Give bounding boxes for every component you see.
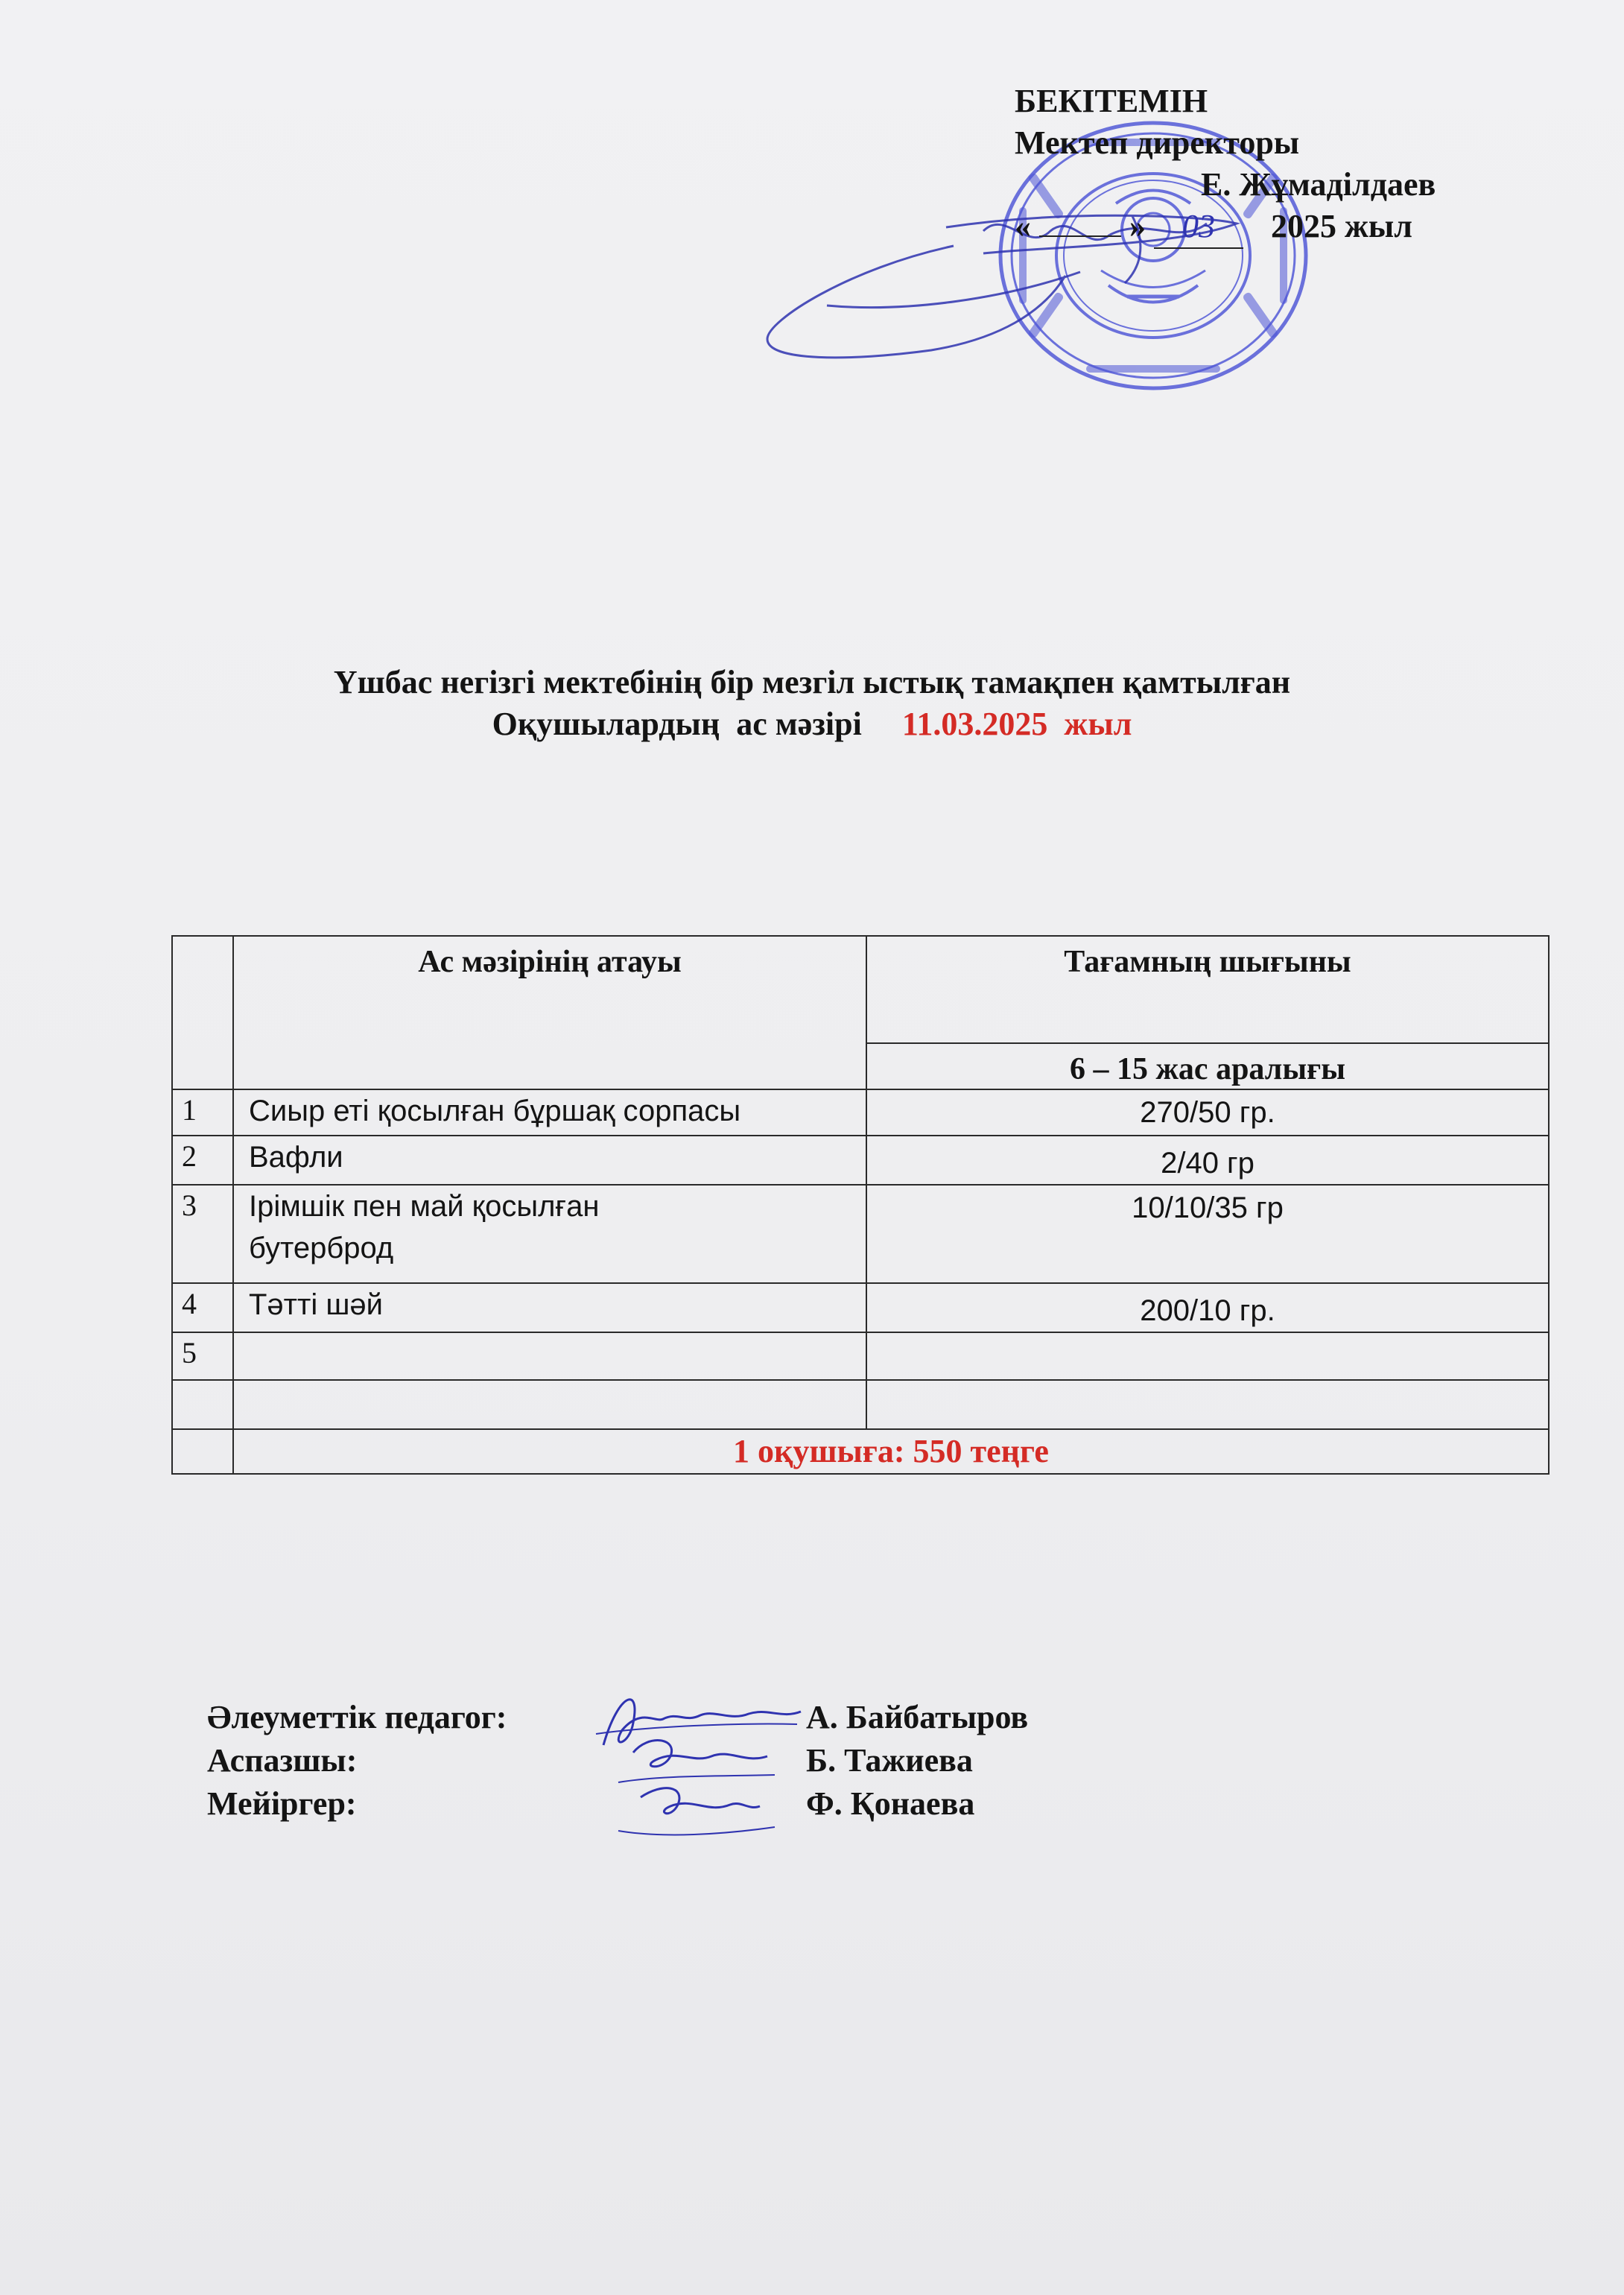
- title-subtitle: Оқушылардың ас мәзірі: [492, 706, 862, 742]
- nurse-signature: [589, 1767, 812, 1857]
- dish-portion: [866, 1380, 1549, 1429]
- signatory-name: Б. Тажиева: [806, 1742, 973, 1779]
- approval-heading: БЕКІТЕМІН: [1015, 83, 1208, 119]
- dish-portion: 200/10 гр.: [866, 1283, 1549, 1332]
- row-number: [172, 1380, 233, 1429]
- header-dish-name: Ас мәзірінің атауы: [233, 936, 866, 1089]
- price-row: [172, 1429, 1549, 1474]
- date-year: 2025 жыл: [1271, 208, 1412, 244]
- dish-name: Тәтті шәй: [233, 1283, 866, 1332]
- header-number-cell: [172, 936, 233, 1089]
- approval-position: Мектеп директоры: [1015, 124, 1300, 161]
- approval-date: [1015, 206, 1536, 249]
- title-line-2: [149, 703, 1475, 745]
- signatories-block: [207, 1696, 1250, 1826]
- table-row: [172, 1136, 1549, 1185]
- date-month: 03: [1154, 206, 1243, 249]
- date-open-quote: «: [1015, 208, 1031, 244]
- date-day: [1039, 235, 1121, 237]
- dish-name: [233, 1332, 866, 1380]
- dish-name: [233, 1380, 866, 1429]
- row-number: 4: [172, 1283, 233, 1332]
- date-close-quote: »: [1129, 208, 1146, 244]
- signatory-role: Мейіргер:: [207, 1785, 357, 1822]
- price-number-cell: [172, 1429, 233, 1474]
- dish-name: Вафли: [233, 1136, 866, 1185]
- table-row: [172, 1380, 1549, 1429]
- menu-title: [149, 662, 1475, 745]
- signatory-role: Аспазшы:: [207, 1742, 358, 1779]
- dish-portion: 2/40 гр: [866, 1136, 1549, 1185]
- row-number: 2: [172, 1136, 233, 1185]
- director-name: Е. Жұмаділдаев: [1201, 166, 1436, 203]
- table-row: [172, 1185, 1549, 1283]
- table-row: [172, 1283, 1549, 1332]
- table-header-row: [172, 936, 1549, 1043]
- menu-table: [171, 935, 1550, 1475]
- table-row: [172, 1332, 1549, 1380]
- title-line-1: Үшбас негізгі мектебінің бір мезгіл ыстық тамақпен қамтылған: [333, 664, 1291, 700]
- dish-name: Сиыр еті қосылған бұршақ сорпасы: [233, 1089, 866, 1136]
- row-number: 1: [172, 1089, 233, 1136]
- signatory-name: Ф. Қонаева: [806, 1785, 975, 1822]
- table-row: [172, 1089, 1549, 1136]
- row-number: 5: [172, 1332, 233, 1380]
- signatory-role: Әлеуметтік педагог:: [207, 1699, 507, 1735]
- signatory-name: А. Байбатыров: [806, 1699, 1029, 1735]
- dish-portion: 270/50 гр.: [866, 1089, 1549, 1136]
- header-age-range: 6 – 15 жас аралығы: [866, 1043, 1549, 1089]
- dish-portion: 10/10/35 гр: [866, 1185, 1549, 1283]
- row-number: 3: [172, 1185, 233, 1283]
- header-portion: Тағамның шығыны: [866, 936, 1549, 1043]
- menu-date: 11.03.2025 жыл: [901, 706, 1132, 742]
- approval-block: [1015, 80, 1536, 249]
- dish-name: Ірімшік пен май қосылған бутерброд: [233, 1185, 866, 1283]
- dish-portion: [866, 1332, 1549, 1380]
- price-per-student: 1 оқушыға: 550 теңге: [233, 1429, 1549, 1474]
